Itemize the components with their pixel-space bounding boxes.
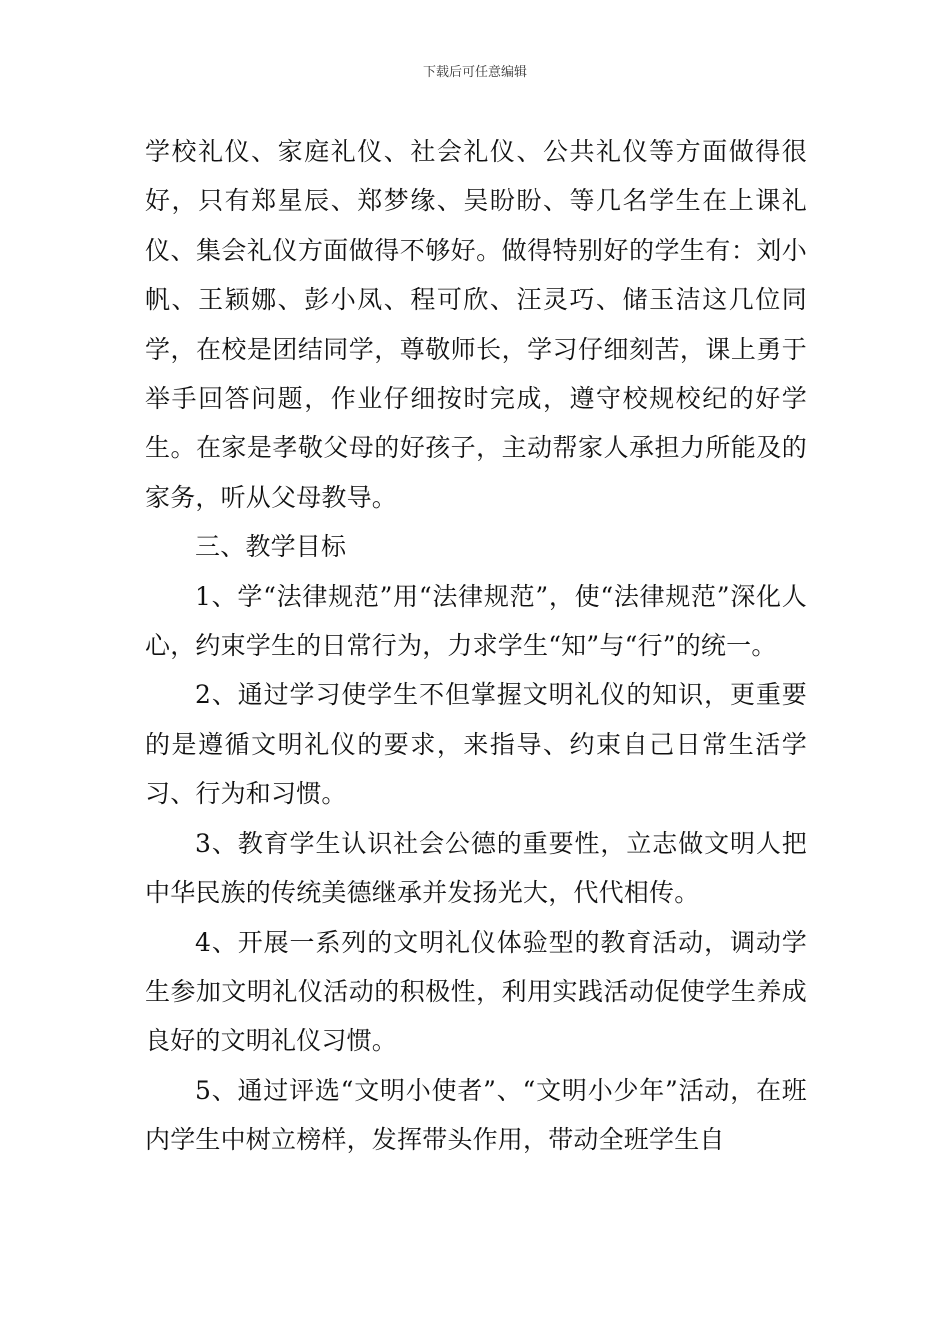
section-heading: 三、教学目标 bbox=[195, 532, 347, 562]
paragraph-continuation: 学校礼仪、家庭礼仪、社会礼仪、公共礼仪等方面做得很好，只有郑星辰、郑梦缘、吴盼盼、等几名学生在上课礼仪、集会礼仪方面做得不够好。做得特别好的学生有：刘小帆、王颖娜、彭小凤、程可欣、汪灵巧、储玉洁这几位同学，在校是团结同学，尊敬师长，学习仔细刻苦，课上勇于举手回答问题，作业仔细按时完成，遵守校规校纪的好学生。在家是孝敬父母的好孩子，主动帮家人承担力所能及的家务，听从父母教导。 bbox=[145, 137, 807, 512]
page-header: 下载后可任意编辑 bbox=[422, 65, 527, 80]
paragraph-goal-5: 5、通过评选“文明小使者”、“文明小少年”活动，在班内学生中树立榜样，发挥带头作用，带动全班学生自 bbox=[145, 1075, 807, 1155]
document-body bbox=[145, 127, 807, 1165]
paragraph-goal-1: 1、学“法律规范”用“法律规范”，使“法律规范”深化人心，约束学生的日常行为，力求学生“知”与“行”的统一。 bbox=[145, 581, 807, 661]
paragraph-goal-2: 2、通过学习使学生不但掌握文明礼仪的知识，更重要的是遵循文明礼仪的要求，来指导、约束自己日常生活学习、行为和习惯。 bbox=[145, 680, 807, 809]
paragraph-goal-3: 3、教育学生认识社会公德的重要性，立志做文明人把中华民族的传统美德继承并发扬光大，代代相传。 bbox=[145, 828, 807, 908]
paragraph-goal-4: 4、开展一系列的文明礼仪体验型的教育活动，调动学生参加文明礼仪活动的积极性，利用实践活动促使学生养成良好的文明礼仪习惯。 bbox=[145, 927, 807, 1056]
